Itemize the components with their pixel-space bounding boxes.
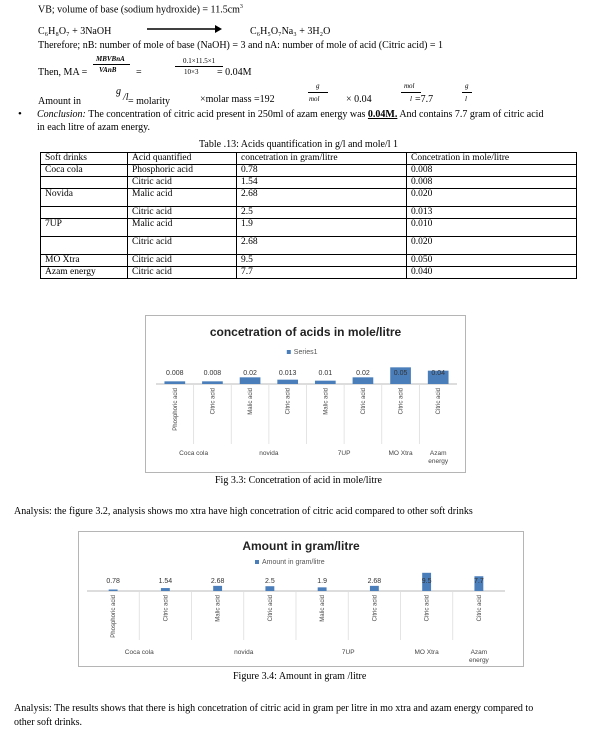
data-label: 0.008 <box>166 370 184 377</box>
legend-swatch <box>255 560 259 564</box>
data-label: 0.01 <box>318 370 333 377</box>
data-label: 0.02 <box>243 370 257 377</box>
table-row <box>41 219 577 237</box>
conclusion-value: 0.04M. <box>367 109 398 120</box>
gram-litre-chart-svg <box>79 532 523 666</box>
cell-mole: 0.050 <box>407 255 577 267</box>
data-label: 2.68 <box>210 578 225 585</box>
conclusion-line-2: in each litre of azam energy. <box>37 122 150 133</box>
cell-drink: Coca cola <box>41 165 128 177</box>
data-label: 2.5 <box>265 578 275 585</box>
data-label: 9.5 <box>421 578 432 585</box>
table-row <box>41 165 577 177</box>
cell-acid: Citric acid <box>128 267 237 279</box>
cell-mole: 0.010 <box>407 219 577 237</box>
mole-litre-chart-svg <box>146 316 465 472</box>
conclusion-text-2: And contains 7.7 gram of citric acid <box>397 109 544 120</box>
cell-acid: Malic acid <box>128 189 237 207</box>
frac-mol-l-bar <box>401 92 421 93</box>
vb-line <box>38 4 243 15</box>
table-row <box>41 177 577 189</box>
cell-acid: Citric acid <box>128 237 237 255</box>
g-per-l-g: g <box>116 86 121 97</box>
category-tick-label: Malic acid <box>248 388 255 415</box>
cell-acid: Malic acid <box>128 219 237 237</box>
category-tick-label: Citric acid <box>372 595 379 622</box>
equation-right: C₆H₅O₇Na₃ + 3H₂O <box>250 26 331 37</box>
bar <box>315 381 336 384</box>
category-tick-label: Citric acid <box>398 388 405 415</box>
header-mole-litre: Concetration in mole/litre <box>407 153 577 165</box>
times-molar-mass: ×molar mass =192 <box>200 94 275 105</box>
calc-fraction-bar <box>175 66 223 67</box>
header-acid-quantified: Acid quantified <box>128 153 237 165</box>
frac-mol-den: mol <box>309 95 320 103</box>
conclusion-label: Conclusion: <box>37 109 86 120</box>
legend-label: Series1 <box>293 349 318 356</box>
group-label: Azam <box>429 450 447 457</box>
data-label: 1.54 <box>158 578 173 585</box>
category-tick-label: Phosphoric acid <box>111 595 118 638</box>
bar <box>353 377 374 384</box>
group-label: energy <box>468 657 489 664</box>
bullet-icon: • <box>18 108 22 120</box>
cell-mole: 0.020 <box>407 189 577 207</box>
cell-acid: Phosphoric acid <box>128 165 237 177</box>
bar <box>265 586 274 591</box>
frac-g-num: g <box>316 82 320 90</box>
group-label: 7UP <box>341 649 355 656</box>
group-label: novida <box>259 450 279 457</box>
times-0.04: × 0.04 <box>346 94 372 105</box>
cell-acid: Citric acid <box>128 207 237 219</box>
category-tick-label: Citric acid <box>476 595 483 622</box>
data-label: 0.008 <box>203 370 222 377</box>
category-tick-label: Citric acid <box>210 388 217 415</box>
category-tick-label: Citric acid <box>267 595 274 622</box>
gram-litre-chart <box>78 531 524 667</box>
category-tick-label: Phosphoric acid <box>172 388 179 431</box>
chart-title: concetration of acids in mole/litre <box>209 325 402 339</box>
cell-drink: 7UP <box>41 219 128 237</box>
group-label: Azam <box>470 649 488 656</box>
cell-gram: 9.5 <box>237 255 407 267</box>
table-row <box>41 189 577 207</box>
reaction-arrow-icon <box>145 23 223 33</box>
frac-g-mol-bar <box>308 92 328 93</box>
analysis-2-line-2: other soft drinks. <box>14 717 83 728</box>
chart-title: Amount in gram/litre <box>242 539 360 553</box>
bar <box>370 586 379 591</box>
bar <box>161 588 170 591</box>
frac-mol-num: mol <box>404 82 415 90</box>
vb-sup: 3 <box>239 4 243 10</box>
therefore-line: Therefore; nB: number of mole of base (NaOH) = 3 and nA: number of mole of acid (Citric acid) = 1 <box>38 40 444 51</box>
data-label: 0.013 <box>278 370 297 377</box>
bar <box>318 587 327 591</box>
table-caption: Table .13: Acids quantification in g/l and mole/l 1 <box>199 139 398 150</box>
fig-3-4-caption: Figure 3.4: Amount in gram /litre <box>233 671 367 682</box>
bar <box>240 377 261 384</box>
category-tick-label: Citric acid <box>424 595 431 622</box>
equals-molarity: = molarity <box>128 96 171 107</box>
analysis-1: Analysis: the figure 3.2, analysis shows mo xtra have high concetration of citric acid compared to other soft drinks <box>14 506 473 517</box>
mole-litre-chart <box>145 315 466 473</box>
frac-g-l-bar <box>462 92 472 93</box>
legend-label: Amount in gram/litre <box>262 559 325 566</box>
cell-mole: 0.008 <box>407 165 577 177</box>
cell-drink <box>41 237 128 255</box>
category-tick-label: Citric acid <box>436 388 443 415</box>
cell-acid: Citric acid <box>128 177 237 189</box>
ma-fraction-bar <box>93 64 130 65</box>
frac-l2-den: l <box>465 95 467 103</box>
cell-mole: 0.008 <box>407 177 577 189</box>
bar <box>109 590 118 591</box>
group-label: energy <box>428 458 449 465</box>
table-header-row <box>41 153 577 165</box>
category-tick-label: Citric acid <box>360 388 367 415</box>
table-row <box>41 255 577 267</box>
data-label: 1.9 <box>317 578 327 585</box>
table-row <box>41 237 577 255</box>
group-label: MO Xtra <box>388 450 413 457</box>
category-tick-label: Citric acid <box>163 595 170 622</box>
conclusion-line-1 <box>37 109 543 120</box>
calc-denominator: 10×3 <box>184 68 199 76</box>
category-tick-label: Malic acid <box>215 595 222 622</box>
category-tick-label: Citric acid <box>285 388 292 415</box>
cell-gram: 2.68 <box>237 189 407 207</box>
group-label: MO Xtra <box>414 649 439 656</box>
equation-left: C₆H₈O₇ + 3NaOH <box>38 26 112 37</box>
g-per-l-l: /l <box>123 92 129 103</box>
chart-legend <box>287 349 318 356</box>
frac-l-den: l <box>410 95 412 103</box>
cell-gram: 1.54 <box>237 177 407 189</box>
cell-drink <box>41 177 128 189</box>
ma-numerator: MBVBnA <box>96 55 125 63</box>
bar <box>277 380 298 384</box>
cell-gram: 2.5 <box>237 207 407 219</box>
group-label: novida <box>234 649 254 656</box>
data-label: 2.68 <box>367 578 382 585</box>
cell-drink: Azam energy <box>41 267 128 279</box>
ma-denominator: VAnB <box>99 66 117 74</box>
cell-mole: 0.040 <box>407 267 577 279</box>
calc-numerator: 0.1×11.5×1 <box>183 57 216 65</box>
legend-swatch <box>287 350 291 354</box>
cell-drink <box>41 207 128 219</box>
group-label: Coca cola <box>124 649 154 656</box>
cell-gram: 0.78 <box>237 165 407 177</box>
group-label: Coca cola <box>179 450 209 457</box>
data-label: 0.05 <box>393 370 408 377</box>
header-soft-drinks: Soft drinks <box>41 153 128 165</box>
equals-sign: = <box>136 67 142 78</box>
cell-acid: Citric acid <box>128 255 237 267</box>
data-label: 0.04 <box>431 370 445 377</box>
header-gram-litre: concetration in gram/litre <box>237 153 407 165</box>
bar <box>213 586 222 591</box>
cell-gram: 1.9 <box>237 219 407 237</box>
then-ma-label: Then, MA = <box>38 67 88 78</box>
cell-drink: Novida <box>41 189 128 207</box>
cell-gram: 2.68 <box>237 237 407 255</box>
analysis-2-line-1: Analysis: The results shows that there is high concetration of citric acid in gram per litre in mo xtra and azam energy compared to <box>14 703 534 714</box>
fig-3-3-caption: Fig 3.3: Concetration of acid in mole/litre <box>215 475 382 486</box>
acid-table <box>40 152 577 279</box>
cell-drink: MO Xtra <box>41 255 128 267</box>
data-label: 7.7 <box>474 578 484 585</box>
conclusion-text-1: The concentration of citric acid present in 250ml of azam energy was <box>85 109 368 120</box>
vb-text: VB; volume of base (sodium hydroxide) = 11.5cm <box>38 4 240 16</box>
category-tick-label: Malic acid <box>320 595 327 622</box>
category-tick-label: Malic acid <box>323 388 330 415</box>
bar <box>164 381 185 384</box>
amount-in-label: Amount in <box>38 96 82 107</box>
ma-result: = 0.04M <box>217 67 252 78</box>
equals-7.7: =7.7 <box>415 94 434 105</box>
frac-g2-num: g <box>465 82 469 90</box>
group-label: 7UP <box>337 450 351 457</box>
data-label: 0.78 <box>106 578 120 585</box>
data-label: 0.02 <box>356 370 370 377</box>
cell-mole: 0.013 <box>407 207 577 219</box>
chart-legend <box>255 559 325 566</box>
table-row <box>41 267 577 279</box>
table-row <box>41 207 577 219</box>
bar <box>202 381 223 384</box>
cell-gram: 7.7 <box>237 267 407 279</box>
cell-mole: 0.020 <box>407 237 577 255</box>
